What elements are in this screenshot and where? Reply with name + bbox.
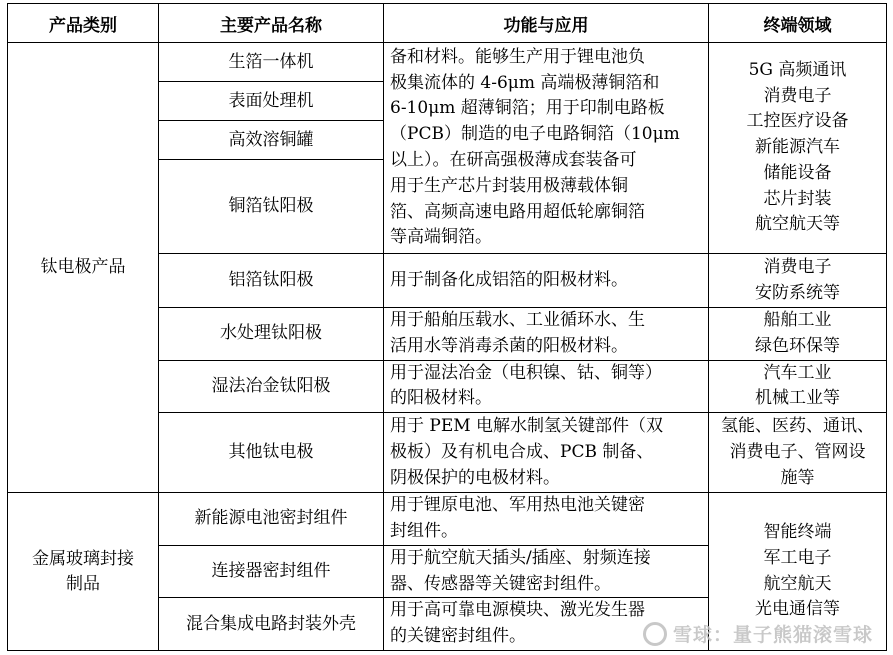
- terminal-line: 5G 高频通讯: [748, 59, 847, 80]
- desc-line: 备和材料。能够生产用于锂电池负: [390, 46, 645, 67]
- product-name: 新能源电池密封组件: [159, 493, 384, 546]
- product-name: 其他钛电极: [159, 413, 384, 493]
- header-terminal: 终端领域: [709, 4, 887, 43]
- category-metal-glass-seal: [8, 493, 159, 651]
- watermark-text: 雪球：量子熊猫滚雪球: [672, 624, 873, 646]
- desc-line: 等高端铜箔。: [390, 227, 492, 248]
- product-name: 混合集成电路封装外壳: [159, 598, 384, 651]
- desc-line: 用于高可靠电源模块、激光发生器: [390, 600, 645, 621]
- terminal-line: 消费电子: [763, 256, 832, 277]
- snowball-logo-icon: [643, 622, 667, 646]
- header-row: [8, 4, 887, 43]
- header-function: 功能与应用: [384, 4, 709, 43]
- desc-line: 极集流体的 4-6μm 高端极薄铜箔和: [390, 72, 660, 93]
- watermark: [643, 620, 873, 647]
- function-cell: [384, 308, 709, 361]
- table-row: [8, 493, 887, 546]
- product-name: 铜箔钛阳极: [159, 160, 384, 254]
- desc-line: 箔、高频高速电路用超低轮廓铜箔: [390, 201, 645, 222]
- terminal-line: 消费电子、管网设: [729, 441, 866, 462]
- desc-line: 用于航空航天插头/插座、射频连接: [390, 547, 651, 568]
- terminal-line: 智能终端: [763, 521, 832, 542]
- terminal-line: 消费电子: [763, 85, 832, 106]
- desc-line: 活用水等消毒杀菌的阳极材料。: [390, 335, 628, 356]
- function-cell: [384, 360, 709, 413]
- product-table: [7, 3, 887, 651]
- desc-line: 用于湿法冶金（电积镍、钴、铜等）: [390, 362, 662, 383]
- terminal-line: 船舶工业: [763, 310, 832, 330]
- function-cell: 用于制备化成铝箔的阳极材料。: [384, 254, 709, 308]
- terminal-line: 军工电子: [763, 547, 832, 568]
- terminal-line: 光电通信等: [755, 599, 840, 620]
- terminal-line: 机械工业等: [755, 388, 840, 409]
- terminal-line: 汽车工业: [763, 362, 832, 383]
- category-titanium-electrode: 钛电极产品: [8, 43, 159, 493]
- product-name: 连接器密封组件: [159, 545, 384, 598]
- category-line: 金属玻璃封接: [32, 548, 134, 569]
- header-category: 产品类别: [8, 4, 159, 43]
- terminal-line: 储能设备: [763, 162, 832, 183]
- terminal-cell: [709, 254, 887, 308]
- function-cell: [384, 545, 709, 598]
- desc-line: 极板）及有机电合成、PCB 制备、: [390, 441, 654, 462]
- desc-line: 用于船舶压载水、工业循环水、生: [390, 310, 645, 330]
- function-cell: [384, 43, 709, 254]
- terminal-line: 航空航天等: [755, 214, 840, 235]
- table-row: [8, 43, 887, 82]
- header-product-name: 主要产品名称: [159, 4, 384, 43]
- product-name: 高效溶铜罐: [159, 121, 384, 160]
- terminal-cell: [709, 413, 887, 493]
- desc-line: 用于锂原电池、军用热电池关键密: [390, 495, 645, 516]
- terminal-line: 施等: [780, 467, 815, 488]
- terminal-line: 工控医疗设备: [746, 111, 849, 132]
- desc-line: 阴极保护的电极材料。: [390, 467, 560, 488]
- terminal-line: 芯片封装: [763, 188, 832, 209]
- terminal-line: 氢能、医药、通讯、: [721, 415, 874, 436]
- terminal-line: 新能源汽车: [755, 137, 840, 158]
- terminal-cell: [709, 360, 887, 413]
- desc-line: 封组件。: [390, 520, 458, 541]
- terminal-line: 安防系统等: [755, 282, 840, 303]
- terminal-cell: [709, 43, 887, 254]
- product-name: 湿法冶金钛阳极: [159, 360, 384, 413]
- desc-line: （PCB）制造的电子电路铜箔（10μm: [390, 124, 680, 145]
- terminal-cell: [709, 308, 887, 361]
- desc-line: 器、传感器等关键密封组件。: [390, 573, 611, 594]
- desc-line: 用于生产芯片封装用极薄载体铜: [390, 175, 628, 196]
- product-name: 生箔一体机: [159, 43, 384, 82]
- desc-line: 用于 PEM 电解水制氢关键部件（双: [390, 415, 664, 436]
- product-name: 表面处理机: [159, 82, 384, 121]
- function-cell: [384, 493, 709, 546]
- product-name: 水处理钛阳极: [159, 308, 384, 361]
- product-name: 铝箔钛阳极: [159, 254, 384, 308]
- function-cell: [384, 413, 709, 493]
- terminal-line: 绿色环保等: [755, 335, 840, 356]
- category-line: 制品: [66, 573, 100, 594]
- terminal-line: 航空航天: [763, 573, 832, 594]
- desc-line: 的阳极材料。: [390, 388, 492, 409]
- desc-line: 以上）。在研高强极薄成套装备可: [390, 150, 637, 170]
- desc-line: 的关键密封组件。: [390, 626, 526, 647]
- desc-line: 6-10μm 超薄铜箔；用于印制电路板: [390, 98, 665, 119]
